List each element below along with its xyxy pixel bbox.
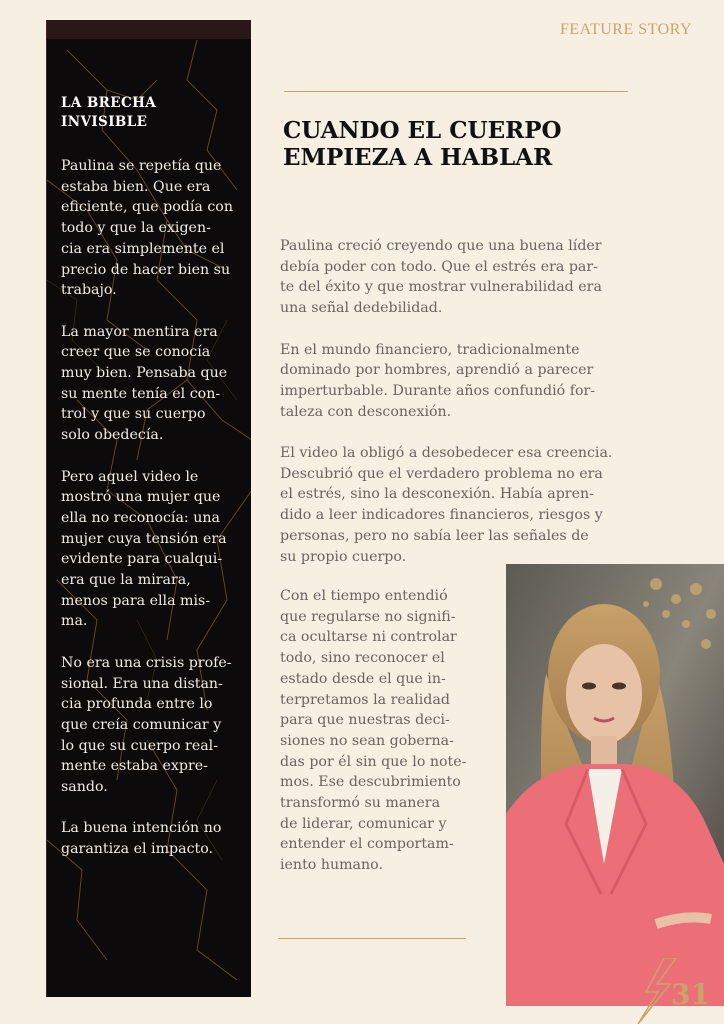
article-body bbox=[280, 236, 620, 588]
portrait-illustration bbox=[506, 564, 724, 1006]
feature-kicker: FEATURE STORY bbox=[559, 21, 692, 38]
article-paragraph: Paulina creció creyendo que una buena líder debía poder con todo. Que el estrés era par- te del éxito y que mostrar vulnerabilidad era una señal dedebilidad. bbox=[280, 238, 602, 317]
sidebar-paragraph: Paulina se repetía que estaba bien. Que era eficiente, que podía con todo y que la exigen- cia era simplemente el precio de hacer bien su trabajo. bbox=[61, 158, 233, 299]
footer-rule bbox=[278, 938, 466, 939]
sidebar-title: LA BRECHA INVISIBLE bbox=[61, 95, 157, 130]
sidebar-paragraph: La mayor mentira era creer que se conocía muy bien. Pensaba que su mente tenía el con- trol y que su cuerpo solo obedecía. bbox=[61, 323, 228, 444]
sidebar-paragraph: No era una crisis profe- sional. Era una distan- cia profunda entre lo que creía comunicar y lo que su cuerpo real- mente estaba expre- sando. bbox=[61, 654, 232, 796]
article-headline: CUANDO EL CUERPO EMPIEZA A HABLAR bbox=[283, 117, 562, 171]
portrait-photo bbox=[506, 564, 724, 1006]
sidebar-paragraph: La buena intención no garantiza el impacto. bbox=[61, 820, 222, 858]
article-paragraph: En el mundo financiero, tradicionalmente dominado por hombres, aprendió a parecer imperturbable. Durante años confundió for- taleza con desconexión. bbox=[280, 341, 596, 420]
sidebar-paragraph: Pero aquel video le mostró una mujer que ella no reconocía: una mujer cuya tensión era evidente para cualqui- era que la mirara, menos para ella mis- ma. bbox=[61, 468, 227, 630]
sidebar-panel bbox=[46, 20, 251, 997]
article-paragraph: El video la obligó a desobedecer esa creencia. Descubrió que el verdadero problema no era el estrés, sino la desconexión. Había apren- dido a leer indicadores financieros, riesgos y personas, pero no sabía leer las señales de su propio cuerpo. bbox=[280, 445, 613, 565]
article-body-narrow bbox=[280, 586, 475, 897]
sidebar-content bbox=[61, 94, 245, 881]
article-paragraph: Con el tiempo entendió que regularse no signifi- ca ocultarse ni controlar todo, sino reconocer el estado desde el que in- terpretamos la realidad para que nuestras deci- siones no sean goberna- das por él sin que lo note- mos. Ese descubrimiento transformó su manera de liderar, comunicar y entender el comportam- iento humano. bbox=[280, 588, 467, 874]
headline-rule bbox=[284, 91, 628, 92]
page-number: 31 bbox=[671, 978, 710, 1011]
